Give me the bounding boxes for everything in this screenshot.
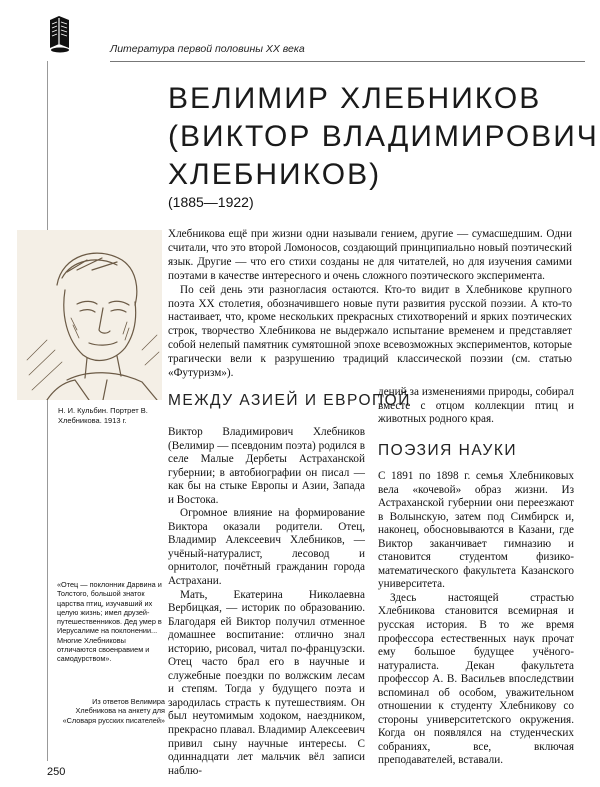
- paragraph: Виктор Владимирович Хлебников (Велимир — псевдоним поэта) родился в селе Малые Дербеты Астраханской губернии; в автобиографии он писал — как бы на стыке Европы и Азии, Запада и Востока.: [168, 426, 365, 506]
- title-line-2: (ВИКТОР ВЛАДИМИРОВИЧ: [168, 120, 599, 153]
- intro-text: [168, 228, 572, 381]
- portrait-image: [17, 230, 162, 400]
- section1-continuation: [378, 386, 574, 427]
- intro-paragraph: По сей день эти разногласия остаются. Кто-то видит в Хлебникове крупного поэта XX столетия, обозначившего новые пути развития русской поэзии. А кто-то настаивает, что, кроме нескольких прекрасных стихотворений и ярких поэтических строк, творчество Хлебникова не выдержало испытание временем и представляет собой нелепый памятник сумятошной эпохе всевозможных экспериментов, которые трагически вели к разрушению традиций классической поэзии (см. статью «Футуризм»).: [168, 283, 572, 380]
- header-rule: [110, 61, 585, 62]
- sidebar-quote: «Отец — поклонник Дарвина и Толстого, большой знаток царства птиц, изучавший их целую жизнь; имел друзей-путешественников. Дед умер в Иерусалиме на поклонении... Многие Хлебниковы отличаются своенравием и самодурством».: [57, 580, 162, 664]
- section1-text: [168, 426, 365, 778]
- article-title: [168, 80, 599, 194]
- paragraph: Мать, Екатерина Николаевна Вербицкая, — историк по образованию. Благодаря ей Виктор получил отменное домашнее воспитание: отлично знал историю, рисовал, читал по-французски. Отец часто брал его в научные и служебные поездки по волжским лесам и степям. Тогда у будущего поэта и зародилась страсть к путешествиям. Он был неутомимым ходоком, наездником, прекрасно плавал. Владимир Алексеевич привил сыну научные интересы. С одиннадцати лет мальчик вёл записи наблю-: [168, 588, 365, 777]
- section-heading: МЕЖДУ АЗИЕЙ И ЕВРОПОЙ: [168, 392, 411, 409]
- paragraph: Огромное влияние на формирование Виктора оказали родители. Отец, Владимир Алексеевич Хлебников, — учёный-натуралист, лесовод и орнитолог, почётный гражданин города Астрахани.: [168, 507, 365, 588]
- title-line-1: ВЕЛИМИР ХЛЕБНИКОВ: [168, 82, 542, 115]
- intro-paragraph: Хлебникова ещё при жизни одни называли гением, другие — сумасшедшим. Одни считали, что это второй Ломоносов, создающий принципиально новый поэтический язык. Другие — что его стихи созданы не для читателей, но для изучения самими поэтами в качестве интересного и очень сложного поэтического эксперимента.: [168, 228, 572, 282]
- quote-source: Из ответов Велимира Хлебникова на анкету для «Словаря русских писателей»: [62, 697, 165, 725]
- section2-text: [378, 470, 574, 768]
- title-line-3: ХЛЕБНИКОВ): [168, 158, 382, 191]
- section-heading: ПОЭЗИЯ НАУКИ: [378, 442, 518, 459]
- paragraph: С 1891 по 1898 г. семья Хлебниковых вела «кочевой» образ жизни. Из Астраханской губернии они переезжают в Волынскую, затем под Симбирск и, наконец, обосновываются в Казани, где Виктор заканчивает гимназию и становится студентом физико-математического факультета Казанского университета.: [378, 470, 574, 591]
- life-dates: (1885—1922): [168, 194, 254, 210]
- page-number: 250: [47, 766, 66, 778]
- book-logo-icon: [47, 14, 73, 54]
- paragraph: дений за изменениями природы, собирал вместе с отцом коллекции птиц и животных родного края.: [378, 386, 574, 426]
- running-header: Литература первой половины XX века: [110, 43, 305, 55]
- paragraph: Здесь настоящей страстью Хлебникова становится всемирная и русская история. В то же время профессора естественных наук прочат ему большое будущее учёного-натуралиста. Декан факультета профессор А. В. Васильев впоследствии вспоминал об особом, уважительном отношении к студенту Хлебникову со стороны университетского окружения. Когда он появлялся на студенческих собраниях, все, включая преподавателей, вставали.: [378, 591, 574, 767]
- portrait-caption: Н. И. Кульбин. Портрет В. Хлебникова. 1913 г.: [58, 406, 148, 425]
- margin-rule: [47, 61, 48, 761]
